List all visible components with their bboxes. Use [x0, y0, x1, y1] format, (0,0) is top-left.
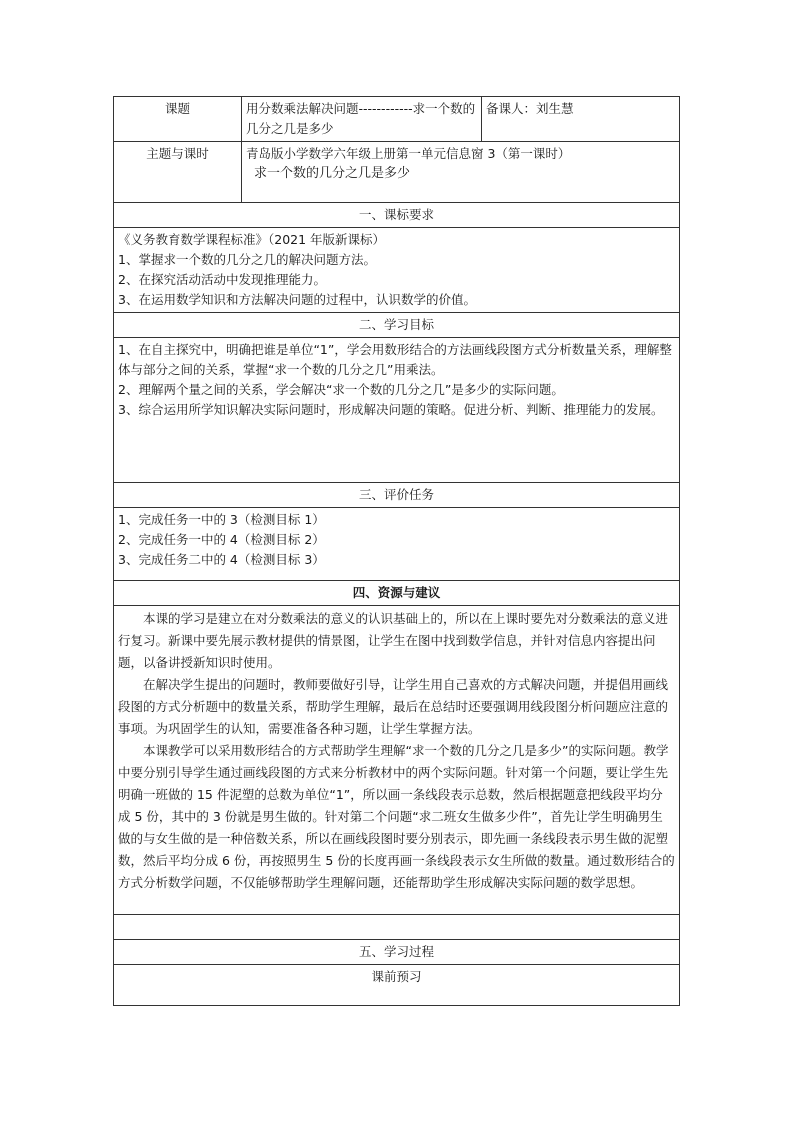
lesson-plan-page: [113, 96, 680, 1006]
process-row: [114, 965, 680, 1006]
resources-paragraph: 本课教学可以采用数形结合的方式帮助学生理解“求一个数的几分之几是多少”的实际问题。教学中要分别引导学生通过画线段图的方式来分析教材中的两个实际问题。针对第一个问题，要让学生先明确一班做的 15 件泥塑的总数为单位“1”，所以画一条线段表示总数，然后根据题意把线段平均分成 5 份，其中的 3 份就是男生做的。针对第二个问题“求二班女生做多少件”，首先让学生明确男生做的与女生做的是一种倍数关系，所以在画线段图时要分别表示，即先画一条线段表示男生做的泥塑数，然后平均分成 6 份，再按照男生 5 份的长度再画一条线段表示女生所做的数量。通过数形结合的方式分析数学问题，不仅能够帮助学生理解问题，还能帮助学生形成解决实际问题的数学思想。: [118, 743, 675, 890]
goals-item: 1、在自主探究中，明确把谁是单位“1”，学会用数形结合的方法画线段图方式分析数量关系，理解整体与部分之间的关系，掌握“求一个数的几分之几”用乘法。: [118, 342, 672, 377]
goals-row: [114, 338, 680, 483]
goals-head-row: [114, 313, 680, 338]
standards-item: 1、掌握求一个数的几分之几的解决问题方法。: [118, 252, 376, 267]
standards-head-row: [114, 203, 680, 228]
blank-cell: [114, 915, 680, 940]
resources-paragraph: 本课的学习是建立在对分数乘法的意义的认识基础上的，所以在上课时要先对分数乘法的意义进行复习。新课中要先展示教材提供的情景图，让学生在图中找到数学信息，并针对信息内容提出问题，以备讲授新知识时使用。: [118, 611, 669, 670]
process-title: 五、学习过程: [114, 940, 680, 965]
standards-item: 《义务教育数学课程标准》（2021 年版新课标）: [118, 232, 386, 247]
process-head-row: [114, 940, 680, 965]
tasks-title: 三、评价任务: [114, 483, 680, 508]
topic-row: [114, 97, 680, 142]
lesson-line1: 青岛版小学数学六年级上册第一单元信息窗 3（第一课时）: [246, 146, 571, 161]
goals-item: 2、理解两个量之间的关系，学会解决“求一个数的几分之几”是多少的实际问题。: [118, 382, 564, 397]
blank-row: [114, 915, 680, 940]
goals-item: 3、综合运用所学知识解决实际问题时，形成解决问题的策略。促进分析、判断、推理能力的发展。: [118, 402, 664, 417]
tasks-item: 1、完成任务一中的 3（检测目标 1）: [118, 512, 325, 527]
goals-title: 二、学习目标: [114, 313, 680, 338]
preparer: 备课人：刘生慧: [482, 97, 680, 142]
resources-title: 四、资源与建议: [114, 581, 680, 606]
resources-head-row: [114, 581, 680, 606]
standards-item: 3、在运用数学知识和方法解决问题的过程中，认识数学的价值。: [118, 292, 476, 307]
resources-row: [114, 606, 680, 915]
tasks-content: [114, 508, 680, 581]
tasks-head-row: [114, 483, 680, 508]
goals-content: [114, 338, 680, 483]
lesson-info: [242, 142, 680, 203]
lesson-plan-table: [113, 96, 680, 1006]
tasks-item: 3、完成任务二中的 4（检测目标 3）: [118, 552, 325, 567]
lesson-label: 主题与课时: [114, 142, 242, 203]
standards-title: 一、课标要求: [114, 203, 680, 228]
topic-label: 课题: [114, 97, 242, 142]
tasks-item: 2、完成任务一中的 4（检测目标 2）: [118, 532, 325, 547]
process-sub: 课前预习: [114, 965, 680, 1006]
lesson-line2: 求一个数的几分之几是多少: [254, 166, 411, 181]
topic-title: 用分数乘法解决问题------------求一个数的几分之几是多少: [242, 97, 482, 142]
tasks-row: [114, 508, 680, 581]
standards-content: [114, 228, 680, 313]
standards-item: 2、在探究活动活动中发现推理能力。: [118, 272, 326, 287]
resources-content: [114, 606, 680, 915]
lesson-row: [114, 142, 680, 203]
standards-row: [114, 228, 680, 313]
resources-paragraph: 在解决学生提出的问题时，教师要做好引导，让学生用自己喜欢的方式解决问题，并提倡用画线段图的方式分析题中的数量关系，帮助学生理解，最后在总结时还要强调用线段图分析问题应注意的事项。为巩固学生的认知，需要准备各种习题，让学生掌握方法。: [118, 677, 669, 736]
